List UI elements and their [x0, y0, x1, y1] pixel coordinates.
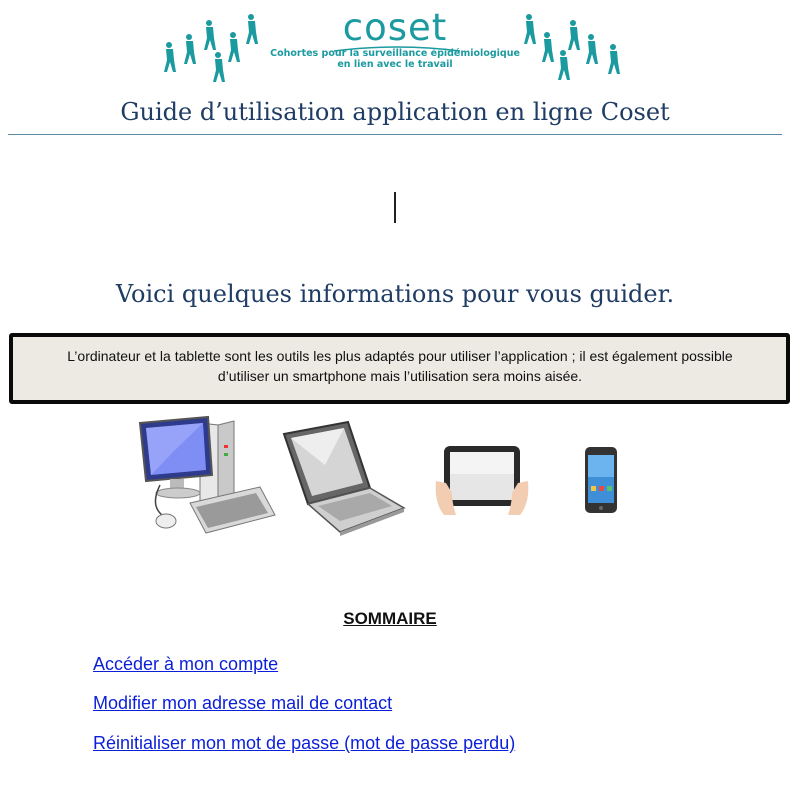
notice-line-1: L’ordinateur et la tablette sont les outils les plus adaptés pour utiliser l’application ; il est également possible: [67, 348, 733, 364]
text-cursor: [394, 192, 396, 223]
page-title: Guide d’utilisation application en ligne Coset: [120, 98, 670, 126]
tablet-icon: [432, 443, 532, 521]
link-access-account[interactable]: Accéder à mon compte: [93, 654, 279, 674]
logo-swoosh-icon: [332, 45, 462, 53]
runners-right-icon: [520, 12, 628, 87]
notice-box: [9, 333, 790, 404]
logo-tagline-1: Cohortes pour la surveillance épidémiologique: [270, 48, 520, 59]
link-reset-password[interactable]: Réinitialiser mon mot de passe (mot de passe perdu): [93, 733, 516, 753]
runners-left-icon: [160, 12, 265, 87]
desktop-computer-icon: [130, 415, 280, 540]
notice-text: [25, 346, 775, 386]
header: [0, 0, 806, 100]
notice-line-2: d’utiliser un smartphone mais l’utilisation sera moins aisée.: [217, 368, 583, 384]
smartphone-icon: [582, 446, 620, 514]
logo-tagline-2: en lien avec le travail: [337, 59, 453, 70]
link-change-email[interactable]: Modifier mon adresse mail de contact: [93, 693, 393, 713]
coset-logo: [270, 8, 520, 76]
summary-heading: SOMMAIRE: [343, 609, 437, 628]
laptop-icon: [280, 420, 408, 538]
logo-word: coset: [342, 6, 448, 49]
title-divider: [8, 134, 782, 135]
page-subtitle: Voici quelques informations pour vous guider.: [115, 280, 675, 308]
